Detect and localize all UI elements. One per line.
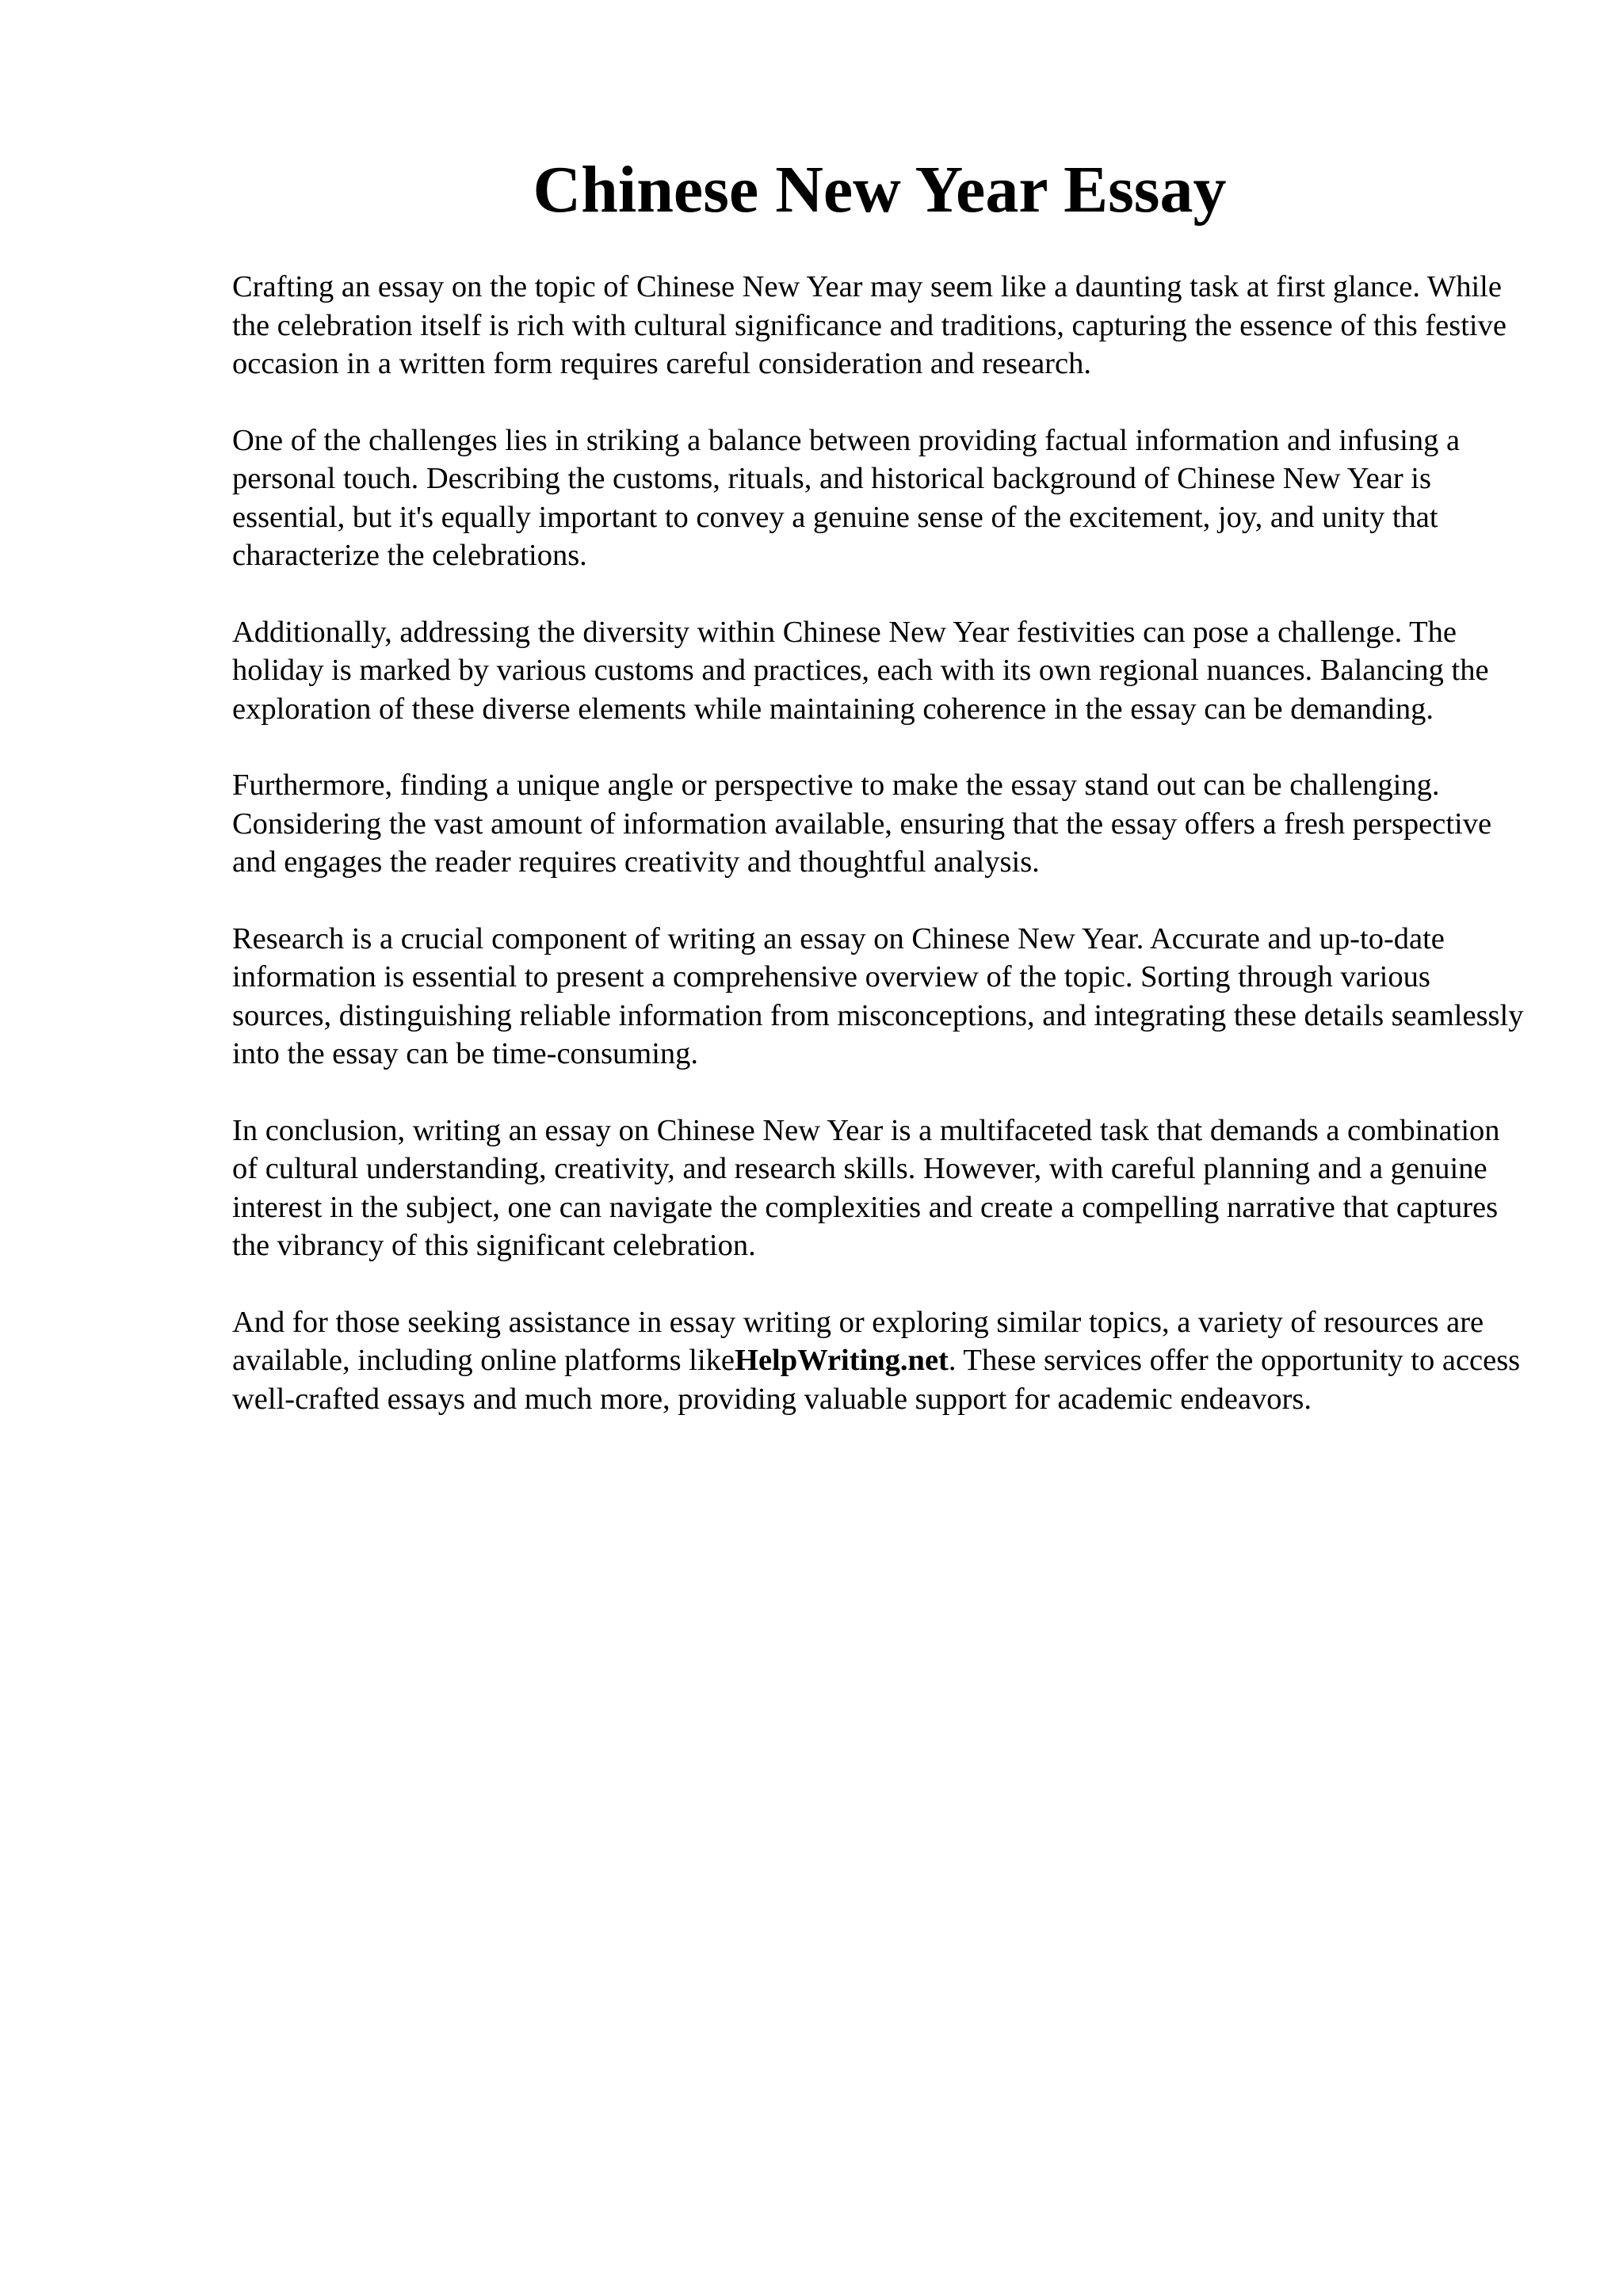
paragraph-2: One of the challenges lies in striking a balance between providing factual information and infusing a personal touch. Describing the customs, rituals, and historical background of Chinese New Year is essential, but it's equally important to convey a genuine sense of the excitement, joy, and unity that characterize the celebrations. — [232, 423, 1461, 572]
paragraph-5: Research is a crucial component of writing an essay on Chinese New Year. Accurate and up-to-date information is essential to present a comprehensive overview of the topic. Sorting through various sources, distinguishing reliable information from misconceptions, and integrating these details seamlessly into the essay can be time-consuming. — [232, 921, 1524, 1070]
paragraph-3: Additionally, addressing the diversity within Chinese New Year festivities can pose a challenge. The holiday is marked by various customs and practices, each with its own regional nuances. Balancing the exploration of these diverse elements while maintaining coherence in the essay can be demanding. — [232, 615, 1489, 726]
helpwriting-link[interactable]: HelpWriting.net — [735, 1344, 949, 1377]
paragraph-4: Furthermore, finding a unique angle or perspective to make the essay stand out can be challenging. Considering the vast amount of information available, ensuring that the essay offers a fresh perspective and engages the reader requires creativity and thoughtful analysis. — [232, 769, 1492, 879]
page-title: Chinese New Year Essay — [533, 153, 1227, 227]
paragraph-1: Crafting an essay on the topic of Chinese New Year may seem like a daunting task at first glance. While the celebration itself is rich with cultural significance and traditions, capturing the essence of this festive occasion in a written form requires careful consideration and research. — [232, 270, 1507, 380]
paragraph-6: In conclusion, writing an essay on Chinese New Year is a multifaceted task that demands a combination of cultural understanding, creativity, and research skills. However, with careful planning and a genuine interest in the subject, one can navigate the complexities and create a compelling narrative that captures the vibrancy of this significant celebration. — [232, 1113, 1500, 1262]
paragraph-7 — [232, 1303, 1532, 1419]
essay-body — [232, 268, 1532, 1456]
paragraph-7-after-link: . These services offer the opportunity to access well-crafted essays and much more, providing valuable support for academic endeavors. — [232, 1344, 1521, 1416]
paragraph-7-before-link: And for those seeking assistance in essay writing or exploring similar topics, a variety of resources are available, including online platforms like — [232, 1305, 1484, 1377]
